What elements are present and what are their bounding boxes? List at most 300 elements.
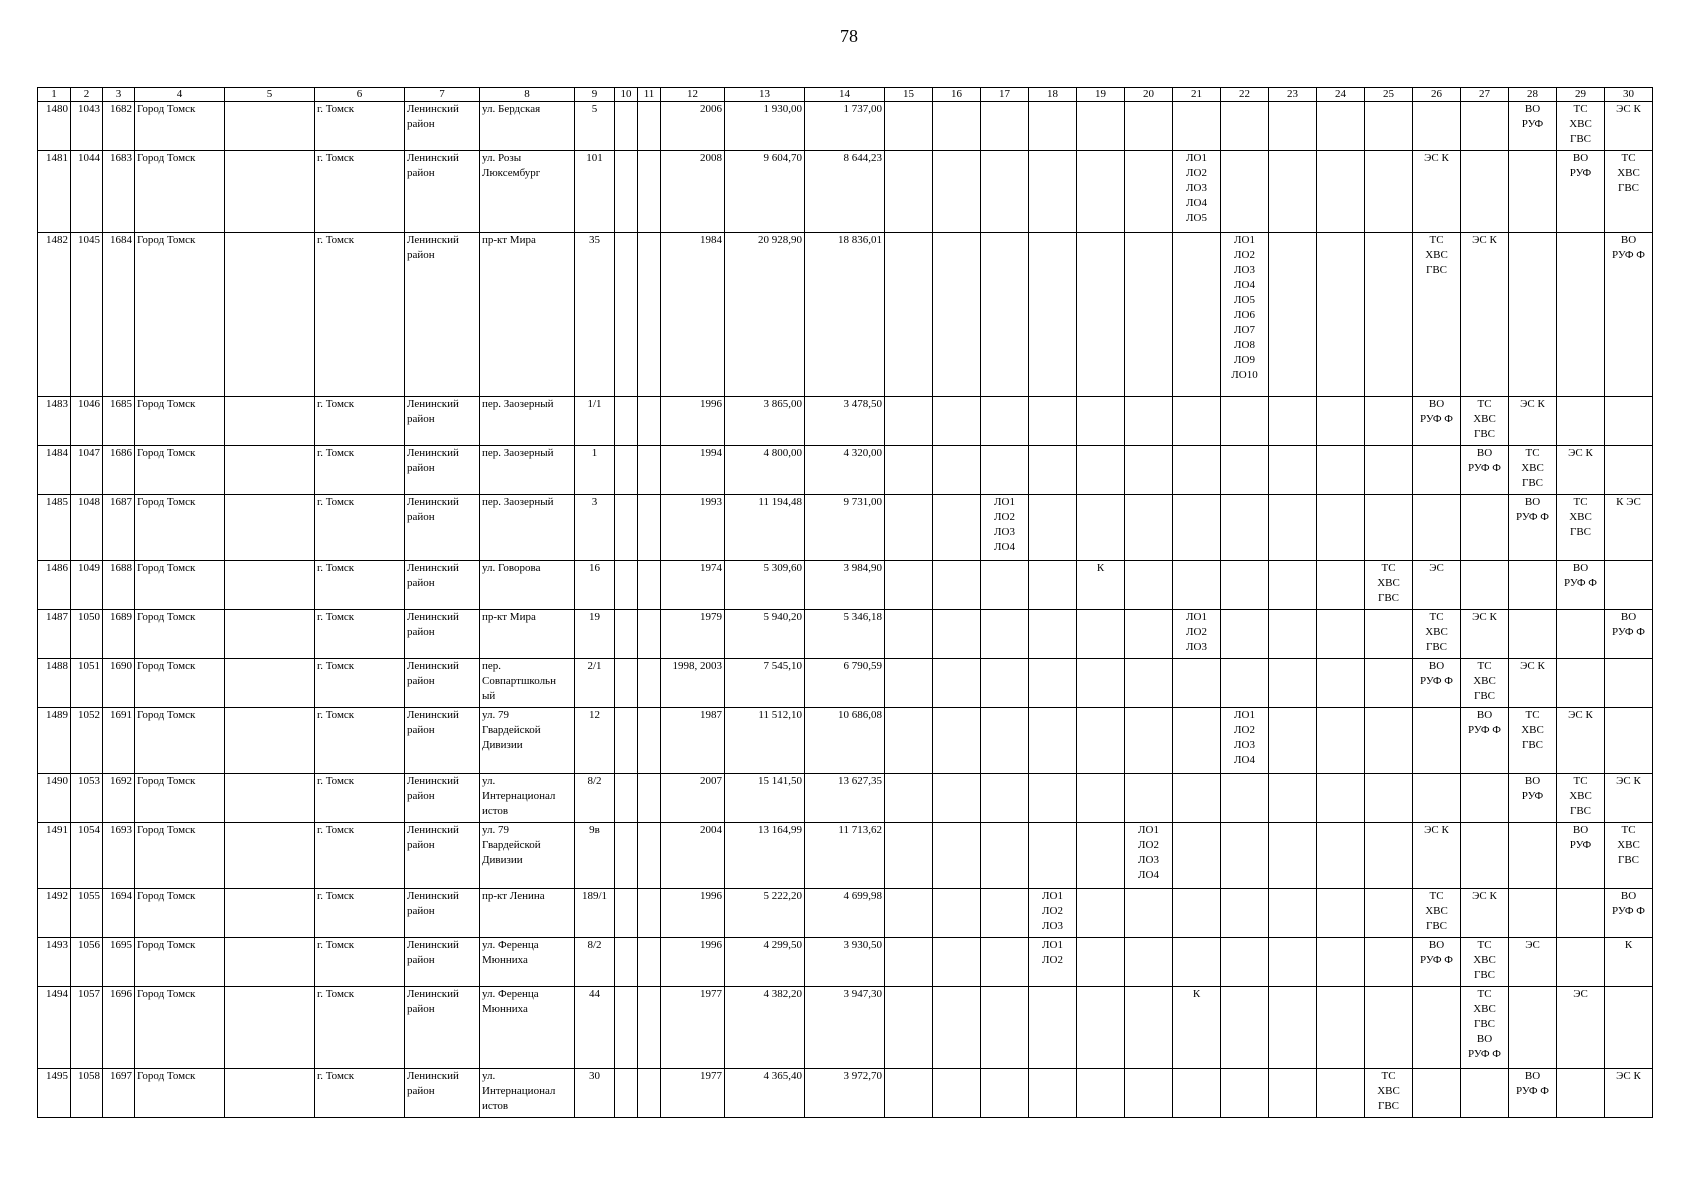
cell-col-20: [1125, 233, 1173, 397]
cell-col-20: [1125, 889, 1173, 938]
cell-col-7: Ленинский район: [405, 938, 480, 987]
column-header-25: 25: [1365, 88, 1413, 102]
cell-col-15: [885, 495, 933, 561]
cell-col-20: [1125, 446, 1173, 495]
cell-col-10: [615, 561, 638, 610]
cell-col-25: [1365, 823, 1413, 889]
cell-col-23: [1269, 233, 1317, 397]
cell-col-28: ЭС К: [1509, 397, 1557, 446]
cell-col-19: [1077, 495, 1125, 561]
cell-col-4: Город Томск: [135, 1069, 225, 1118]
cell-col-24: [1317, 774, 1365, 823]
cell-col-16: [933, 151, 981, 233]
cell-col-3: 1689: [103, 610, 135, 659]
cell-col-10: [615, 610, 638, 659]
cell-col-21: [1173, 823, 1221, 889]
cell-col-7: Ленинский район: [405, 610, 480, 659]
cell-col-16: [933, 1069, 981, 1118]
cell-col-13: 11 512,10: [725, 708, 805, 774]
cell-col-6: г. Томск: [315, 233, 405, 397]
cell-col-6: г. Томск: [315, 446, 405, 495]
cell-col-1: 1488: [38, 659, 71, 708]
cell-col-14: 11 713,62: [805, 823, 885, 889]
cell-col-27: ЭС К: [1461, 233, 1509, 397]
cell-col-25: [1365, 610, 1413, 659]
cell-col-10: [615, 446, 638, 495]
cell-col-29: ТС ХВС ГВС: [1557, 102, 1605, 151]
cell-col-25: ТС ХВС ГВС: [1365, 1069, 1413, 1118]
cell-col-17: [981, 610, 1029, 659]
cell-col-28: [1509, 823, 1557, 889]
cell-col-13: 15 141,50: [725, 774, 805, 823]
cell-col-27: ТС ХВС ГВС: [1461, 938, 1509, 987]
cell-col-12: 1998, 2003: [661, 659, 725, 708]
cell-col-24: [1317, 938, 1365, 987]
cell-col-6: г. Томск: [315, 610, 405, 659]
cell-col-13: 13 164,99: [725, 823, 805, 889]
cell-col-1: 1480: [38, 102, 71, 151]
cell-col-24: [1317, 659, 1365, 708]
cell-col-22: [1221, 938, 1269, 987]
cell-col-29: ВО РУФ Ф: [1557, 561, 1605, 610]
cell-col-23: [1269, 1069, 1317, 1118]
cell-col-5: [225, 561, 315, 610]
cell-col-25: ТС ХВС ГВС: [1365, 561, 1413, 610]
cell-col-23: [1269, 987, 1317, 1069]
cell-col-11: [638, 610, 661, 659]
cell-col-5: [225, 495, 315, 561]
cell-col-14: 4 699,98: [805, 889, 885, 938]
cell-col-11: [638, 659, 661, 708]
cell-col-3: 1686: [103, 446, 135, 495]
cell-col-25: [1365, 987, 1413, 1069]
cell-col-26: [1413, 446, 1461, 495]
cell-col-29: [1557, 889, 1605, 938]
cell-col-11: [638, 938, 661, 987]
cell-col-24: [1317, 151, 1365, 233]
cell-col-16: [933, 397, 981, 446]
cell-col-29: ВО РУФ: [1557, 151, 1605, 233]
cell-col-29: [1557, 397, 1605, 446]
cell-col-16: [933, 938, 981, 987]
cell-col-28: ВО РУФ: [1509, 102, 1557, 151]
cell-col-26: ЭС К: [1413, 151, 1461, 233]
cell-col-16: [933, 659, 981, 708]
cell-col-17: [981, 987, 1029, 1069]
cell-col-20: [1125, 495, 1173, 561]
cell-col-15: [885, 1069, 933, 1118]
cell-col-16: [933, 495, 981, 561]
cell-col-17: [981, 938, 1029, 987]
column-header-17: 17: [981, 88, 1029, 102]
cell-col-11: [638, 102, 661, 151]
cell-col-2: 1054: [71, 823, 103, 889]
cell-col-20: [1125, 610, 1173, 659]
cell-col-29: ТС ХВС ГВС: [1557, 774, 1605, 823]
cell-col-22: [1221, 659, 1269, 708]
cell-col-21: ЛО1 ЛО2 ЛО3 ЛО4 ЛО5: [1173, 151, 1221, 233]
cell-col-7: Ленинский район: [405, 102, 480, 151]
table-row: [38, 823, 1653, 889]
cell-col-25: [1365, 151, 1413, 233]
cell-col-24: [1317, 397, 1365, 446]
cell-col-14: 3 984,90: [805, 561, 885, 610]
cell-col-19: [1077, 233, 1125, 397]
cell-col-18: [1029, 774, 1077, 823]
cell-col-4: Город Томск: [135, 151, 225, 233]
cell-col-12: 1984: [661, 233, 725, 397]
cell-col-1: 1483: [38, 397, 71, 446]
cell-col-22: [1221, 823, 1269, 889]
cell-col-17: ЛО1 ЛО2 ЛО3 ЛО4: [981, 495, 1029, 561]
cell-col-15: [885, 708, 933, 774]
cell-col-9: 8/2: [575, 938, 615, 987]
cell-col-21: К: [1173, 987, 1221, 1069]
cell-col-30: [1605, 561, 1653, 610]
cell-col-27: ТС ХВС ГВС: [1461, 659, 1509, 708]
column-header-9: 9: [575, 88, 615, 102]
column-header-3: 3: [103, 88, 135, 102]
cell-col-7: Ленинский район: [405, 233, 480, 397]
cell-col-11: [638, 774, 661, 823]
cell-col-17: [981, 889, 1029, 938]
cell-col-6: г. Томск: [315, 151, 405, 233]
cell-col-15: [885, 774, 933, 823]
cell-col-9: 8/2: [575, 774, 615, 823]
cell-col-1: 1481: [38, 151, 71, 233]
cell-col-26: ТС ХВС ГВС: [1413, 233, 1461, 397]
cell-col-10: [615, 823, 638, 889]
cell-col-24: [1317, 102, 1365, 151]
cell-col-30: [1605, 708, 1653, 774]
cell-col-30: ВО РУФ Ф: [1605, 610, 1653, 659]
cell-col-28: ВО РУФ: [1509, 774, 1557, 823]
cell-col-30: ВО РУФ Ф: [1605, 889, 1653, 938]
cell-col-15: [885, 610, 933, 659]
cell-col-9: 19: [575, 610, 615, 659]
cell-col-2: 1056: [71, 938, 103, 987]
cell-col-22: [1221, 889, 1269, 938]
cell-col-22: ЛО1 ЛО2 ЛО3 ЛО4 ЛО5 ЛО6 ЛО7 ЛО8 ЛО9 ЛО10: [1221, 233, 1269, 397]
cell-col-21: [1173, 708, 1221, 774]
cell-col-28: [1509, 561, 1557, 610]
table-row: [38, 774, 1653, 823]
cell-col-26: ТС ХВС ГВС: [1413, 610, 1461, 659]
cell-col-20: [1125, 1069, 1173, 1118]
cell-col-13: 4 299,50: [725, 938, 805, 987]
cell-col-10: [615, 102, 638, 151]
cell-col-11: [638, 1069, 661, 1118]
cell-col-16: [933, 610, 981, 659]
cell-col-17: [981, 102, 1029, 151]
cell-col-26: ЭС: [1413, 561, 1461, 610]
cell-col-13: 20 928,90: [725, 233, 805, 397]
cell-col-18: [1029, 102, 1077, 151]
column-header-13: 13: [725, 88, 805, 102]
cell-col-18: [1029, 151, 1077, 233]
cell-col-26: ВО РУФ Ф: [1413, 938, 1461, 987]
cell-col-15: [885, 561, 933, 610]
column-header-4: 4: [135, 88, 225, 102]
column-header-2: 2: [71, 88, 103, 102]
cell-col-22: [1221, 561, 1269, 610]
cell-col-1: 1489: [38, 708, 71, 774]
cell-col-15: [885, 151, 933, 233]
cell-col-15: [885, 889, 933, 938]
cell-col-22: [1221, 151, 1269, 233]
cell-col-27: ЭС К: [1461, 889, 1509, 938]
cell-col-19: [1077, 987, 1125, 1069]
column-header-8: 8: [480, 88, 575, 102]
table-row: [38, 233, 1653, 397]
cell-col-7: Ленинский район: [405, 708, 480, 774]
cell-col-12: 1994: [661, 446, 725, 495]
cell-col-8: пр-кт Ленина: [480, 889, 575, 938]
cell-col-21: [1173, 659, 1221, 708]
column-header-24: 24: [1317, 88, 1365, 102]
cell-col-16: [933, 561, 981, 610]
cell-col-30: [1605, 659, 1653, 708]
cell-col-13: 5 309,60: [725, 561, 805, 610]
cell-col-4: Город Томск: [135, 495, 225, 561]
cell-col-25: [1365, 397, 1413, 446]
cell-col-15: [885, 823, 933, 889]
cell-col-3: 1694: [103, 889, 135, 938]
cell-col-17: [981, 1069, 1029, 1118]
cell-col-27: ТС ХВС ГВС: [1461, 397, 1509, 446]
cell-col-14: 4 320,00: [805, 446, 885, 495]
cell-col-27: ВО РУФ Ф: [1461, 708, 1509, 774]
cell-col-25: [1365, 774, 1413, 823]
cell-col-8: ул. Ференца Мюнниха: [480, 987, 575, 1069]
cell-col-23: [1269, 495, 1317, 561]
column-header-27: 27: [1461, 88, 1509, 102]
cell-col-21: [1173, 1069, 1221, 1118]
cell-col-9: 16: [575, 561, 615, 610]
cell-col-21: [1173, 561, 1221, 610]
cell-col-15: [885, 233, 933, 397]
cell-col-18: [1029, 397, 1077, 446]
cell-col-4: Город Томск: [135, 659, 225, 708]
cell-col-23: [1269, 561, 1317, 610]
cell-col-9: 3: [575, 495, 615, 561]
cell-col-27: [1461, 102, 1509, 151]
cell-col-30: [1605, 397, 1653, 446]
table-row: [38, 397, 1653, 446]
cell-col-30: ЭС К: [1605, 1069, 1653, 1118]
cell-col-28: [1509, 610, 1557, 659]
cell-col-10: [615, 1069, 638, 1118]
cell-col-9: 9в: [575, 823, 615, 889]
cell-col-26: ВО РУФ Ф: [1413, 659, 1461, 708]
cell-col-23: [1269, 708, 1317, 774]
cell-col-3: 1684: [103, 233, 135, 397]
cell-col-25: [1365, 233, 1413, 397]
cell-col-9: 30: [575, 1069, 615, 1118]
cell-col-7: Ленинский район: [405, 659, 480, 708]
column-header-1: 1: [38, 88, 71, 102]
cell-col-5: [225, 151, 315, 233]
cell-col-3: 1697: [103, 1069, 135, 1118]
cell-col-6: г. Томск: [315, 774, 405, 823]
cell-col-16: [933, 823, 981, 889]
cell-col-19: [1077, 397, 1125, 446]
cell-col-15: [885, 446, 933, 495]
cell-col-3: 1687: [103, 495, 135, 561]
cell-col-6: г. Томск: [315, 938, 405, 987]
cell-col-7: Ленинский район: [405, 889, 480, 938]
column-header-10: 10: [615, 88, 638, 102]
column-header-30: 30: [1605, 88, 1653, 102]
cell-col-14: 3 930,50: [805, 938, 885, 987]
cell-col-27: [1461, 774, 1509, 823]
cell-col-1: 1482: [38, 233, 71, 397]
cell-col-20: [1125, 397, 1173, 446]
cell-col-29: [1557, 938, 1605, 987]
cell-col-23: [1269, 889, 1317, 938]
cell-col-6: г. Томск: [315, 987, 405, 1069]
column-header-14: 14: [805, 88, 885, 102]
cell-col-25: [1365, 889, 1413, 938]
cell-col-29: ВО РУФ: [1557, 823, 1605, 889]
cell-col-4: Город Томск: [135, 987, 225, 1069]
cell-col-4: Город Томск: [135, 561, 225, 610]
column-header-22: 22: [1221, 88, 1269, 102]
cell-col-7: Ленинский район: [405, 446, 480, 495]
cell-col-3: 1696: [103, 987, 135, 1069]
cell-col-12: 2008: [661, 151, 725, 233]
cell-col-10: [615, 938, 638, 987]
registry-table: [37, 87, 1653, 1118]
cell-col-17: [981, 708, 1029, 774]
cell-col-9: 1/1: [575, 397, 615, 446]
cell-col-2: 1050: [71, 610, 103, 659]
cell-col-19: [1077, 938, 1125, 987]
cell-col-18: [1029, 987, 1077, 1069]
column-header-26: 26: [1413, 88, 1461, 102]
cell-col-2: 1057: [71, 987, 103, 1069]
cell-col-2: 1052: [71, 708, 103, 774]
cell-col-11: [638, 889, 661, 938]
cell-col-16: [933, 446, 981, 495]
cell-col-28: ТС ХВС ГВС: [1509, 446, 1557, 495]
cell-col-10: [615, 659, 638, 708]
cell-col-14: 3 478,50: [805, 397, 885, 446]
cell-col-29: ЭС К: [1557, 446, 1605, 495]
cell-col-19: [1077, 889, 1125, 938]
column-header-21: 21: [1173, 88, 1221, 102]
cell-col-24: [1317, 708, 1365, 774]
cell-col-4: Город Томск: [135, 938, 225, 987]
cell-col-25: [1365, 659, 1413, 708]
cell-col-1: 1491: [38, 823, 71, 889]
cell-col-26: [1413, 495, 1461, 561]
cell-col-17: [981, 446, 1029, 495]
cell-col-5: [225, 659, 315, 708]
cell-col-6: г. Томск: [315, 561, 405, 610]
cell-col-22: [1221, 446, 1269, 495]
cell-col-2: 1058: [71, 1069, 103, 1118]
cell-col-12: 1977: [661, 987, 725, 1069]
cell-col-8: ул. Интернационал истов: [480, 1069, 575, 1118]
cell-col-6: г. Томск: [315, 495, 405, 561]
cell-col-15: [885, 102, 933, 151]
cell-col-6: г. Томск: [315, 708, 405, 774]
cell-col-14: 3 972,70: [805, 1069, 885, 1118]
cell-col-26: ЭС К: [1413, 823, 1461, 889]
cell-col-24: [1317, 987, 1365, 1069]
table-row: [38, 938, 1653, 987]
cell-col-3: 1682: [103, 102, 135, 151]
cell-col-10: [615, 987, 638, 1069]
cell-col-10: [615, 889, 638, 938]
cell-col-7: Ленинский район: [405, 495, 480, 561]
cell-col-16: [933, 987, 981, 1069]
cell-col-17: [981, 823, 1029, 889]
cell-col-5: [225, 397, 315, 446]
cell-col-19: [1077, 151, 1125, 233]
cell-col-18: ЛО1 ЛО2: [1029, 938, 1077, 987]
cell-col-1: 1490: [38, 774, 71, 823]
cell-col-1: 1484: [38, 446, 71, 495]
cell-col-25: [1365, 708, 1413, 774]
cell-col-25: [1365, 102, 1413, 151]
cell-col-4: Город Томск: [135, 233, 225, 397]
cell-col-18: [1029, 708, 1077, 774]
cell-col-18: [1029, 495, 1077, 561]
cell-col-10: [615, 495, 638, 561]
cell-col-6: г. Томск: [315, 823, 405, 889]
cell-col-13: 3 865,00: [725, 397, 805, 446]
cell-col-11: [638, 495, 661, 561]
table-row: [38, 610, 1653, 659]
cell-col-30: [1605, 446, 1653, 495]
table-row: [38, 1069, 1653, 1118]
cell-col-18: [1029, 233, 1077, 397]
cell-col-12: 1993: [661, 495, 725, 561]
cell-col-20: [1125, 659, 1173, 708]
cell-col-4: Город Томск: [135, 102, 225, 151]
cell-col-18: ЛО1 ЛО2 ЛО3: [1029, 889, 1077, 938]
cell-col-29: ЭС: [1557, 987, 1605, 1069]
cell-col-3: 1693: [103, 823, 135, 889]
cell-col-21: [1173, 397, 1221, 446]
cell-col-7: Ленинский район: [405, 397, 480, 446]
cell-col-1: 1492: [38, 889, 71, 938]
cell-col-7: Ленинский район: [405, 823, 480, 889]
cell-col-8: ул. Интернационал истов: [480, 774, 575, 823]
cell-col-12: 1996: [661, 889, 725, 938]
cell-col-20: [1125, 987, 1173, 1069]
cell-col-23: [1269, 938, 1317, 987]
cell-col-5: [225, 823, 315, 889]
cell-col-23: [1269, 774, 1317, 823]
cell-col-20: [1125, 938, 1173, 987]
cell-col-25: [1365, 495, 1413, 561]
cell-col-16: [933, 708, 981, 774]
page-number: 78: [840, 26, 858, 46]
cell-col-26: [1413, 102, 1461, 151]
cell-col-17: [981, 561, 1029, 610]
cell-col-14: 13 627,35: [805, 774, 885, 823]
cell-col-11: [638, 446, 661, 495]
cell-col-7: Ленинский район: [405, 151, 480, 233]
cell-col-19: [1077, 708, 1125, 774]
cell-col-2: 1046: [71, 397, 103, 446]
cell-col-8: ул. 79 Гвардейской Дивизии: [480, 823, 575, 889]
cell-col-24: [1317, 889, 1365, 938]
cell-col-18: [1029, 610, 1077, 659]
